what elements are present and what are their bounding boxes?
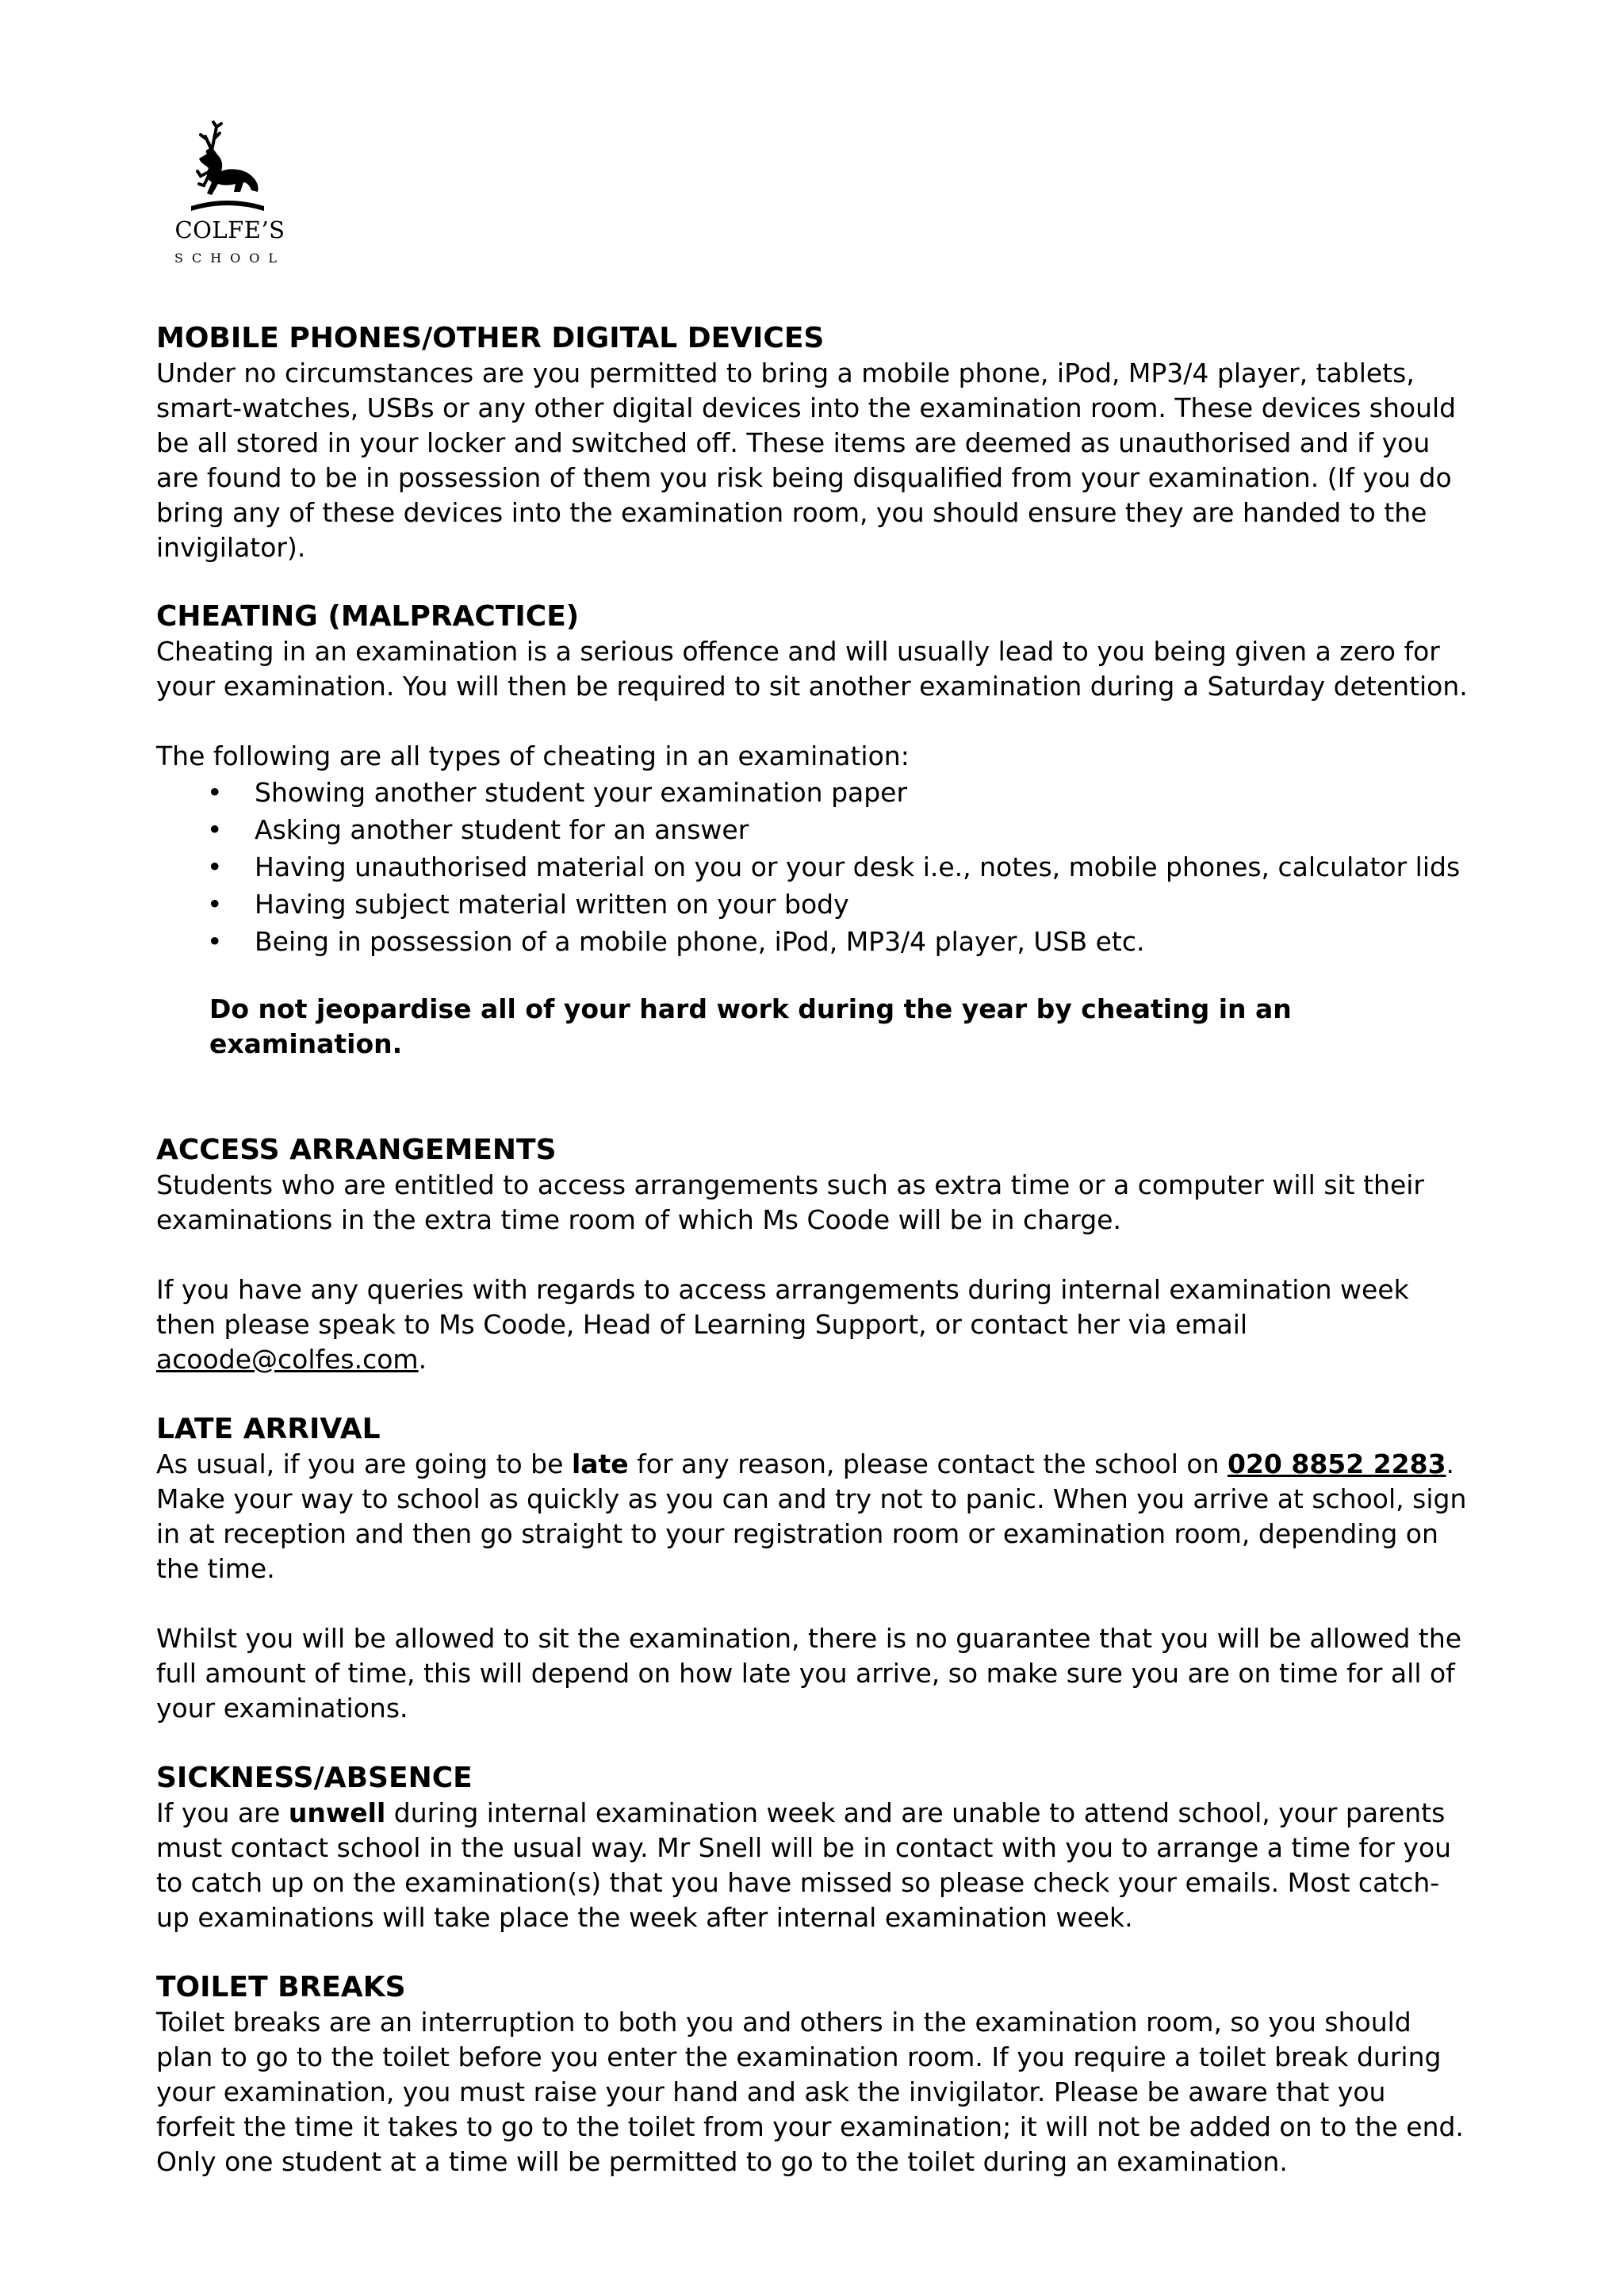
list-item: • Being in possession of a mobile phone, iPod, MP3/4 player, USB etc.: [156, 923, 1473, 960]
bullet-icon: •: [207, 851, 223, 882]
email-link[interactable]: acoode@colfes.com: [156, 1344, 419, 1375]
sickness-body: If you are unwell during internal examination week and are unable to attend school, your parents must contact school in the usual way. Mr Snell will be in contact with you to arrange a time for you to catch up on the examination(s) that you have missed so please check your emails. Most catch-up examinations will take place the week after internal examination week.: [156, 1797, 1452, 1933]
list-item: • Asking another student for an answer: [156, 811, 1473, 848]
cheating-body: Cheating in an examination is a serious offence and will usually lead to you being given a zero for your examination. You will then be required to sit another examination during a Saturday detention.: [156, 636, 1468, 702]
bullet-icon: •: [207, 926, 223, 957]
access-body-2: If you have any queries with regards to access arrangements during internal examination week then please speak to Ms Coode, Head of Learning Support, or contact her via email acoode@colfes.com.: [156, 1274, 1409, 1375]
heading-mobile-phones: MOBILE PHONES/OTHER DIGITAL DEVICES: [156, 322, 825, 354]
heading-access-arrangements: ACCESS ARRANGEMENTS: [156, 1134, 557, 1166]
bullet-icon: •: [207, 889, 223, 920]
stag-crest-icon: [180, 119, 275, 214]
late-arrival-body-1: As usual, if you are going to be late for any reason, please contact the school on 020 8852 2283. Make your way to school as quickly as you can and try not to panic. When you arrive at school, sign in at reception and then go straight to your registration room or examination room, depending on the time.: [156, 1448, 1467, 1584]
list-item: • Having subject material written on your body: [156, 886, 1473, 923]
cheating-intro: The following are all types of cheating in an examination:: [156, 740, 910, 771]
unwell-emphasis: unwell: [288, 1797, 386, 1828]
bullet-icon: •: [207, 777, 223, 808]
school-phone-number: 020 8852 2283: [1227, 1448, 1446, 1479]
list-item: • Showing another student your examination paper: [156, 774, 1473, 811]
logo-school-subtitle: SCHOOL: [174, 251, 285, 266]
cheating-list: [156, 774, 1473, 960]
late-arrival-body-2: Whilst you will be allowed to sit the examination, there is no guarantee that you will be allowed the full amount of time, this will depend on how late you arrive, so make sure you are on time for all of your examinations.: [156, 1623, 1462, 1724]
logo-school-name: COLFE’S: [174, 216, 285, 243]
mobile-phones-body: Under no circumstances are you permitted to bring a mobile phone, iPod, MP3/4 player, tablets, smart-watches, USBs or any other digital devices into the examination room. These devices should be all stored in your locker and switched off. These items are deemed as unauthorised and if you are found to be in possession of them you risk being disqualified from your examination. (If you do bring any of these devices into the examination room, you should ensure they are handed to the invigilator).: [156, 358, 1457, 563]
cheating-warning: Do not jeopardise all of your hard work during the year by cheating in an examination.: [209, 993, 1292, 1059]
heading-sickness-absence: SICKNESS/ABSENCE: [156, 1762, 473, 1794]
toilet-breaks-body: Toilet breaks are an interruption to both you and others in the examination room, so you should plan to go to the toilet before you enter the examination room. If you require a toilet break during your examination, you must raise your hand and ask the invigilator. Please be aware that you forfeit the time it takes to go to the toilet from your examination; it will not be added on to the end. Only one student at a time will be permitted to go to the toilet during an examination.: [156, 2007, 1464, 2177]
access-body-1: Students who are entitled to access arrangements such as extra time or a computer will sit their examinations in the extra time room of which Ms Coode will be in charge.: [156, 1169, 1425, 1235]
school-logo: [163, 119, 297, 277]
list-item: • Having unauthorised material on you or your desk i.e., notes, mobile phones, calculator lids: [156, 848, 1473, 886]
bullet-icon: •: [207, 814, 223, 845]
heading-toilet-breaks: TOILET BREAKS: [156, 1971, 406, 2003]
heading-late-arrival: LATE ARRIVAL: [156, 1413, 381, 1445]
late-emphasis: late: [571, 1448, 629, 1479]
heading-cheating: CHEATING (MALPRACTICE): [156, 600, 580, 633]
document-body: [156, 321, 1473, 2179]
